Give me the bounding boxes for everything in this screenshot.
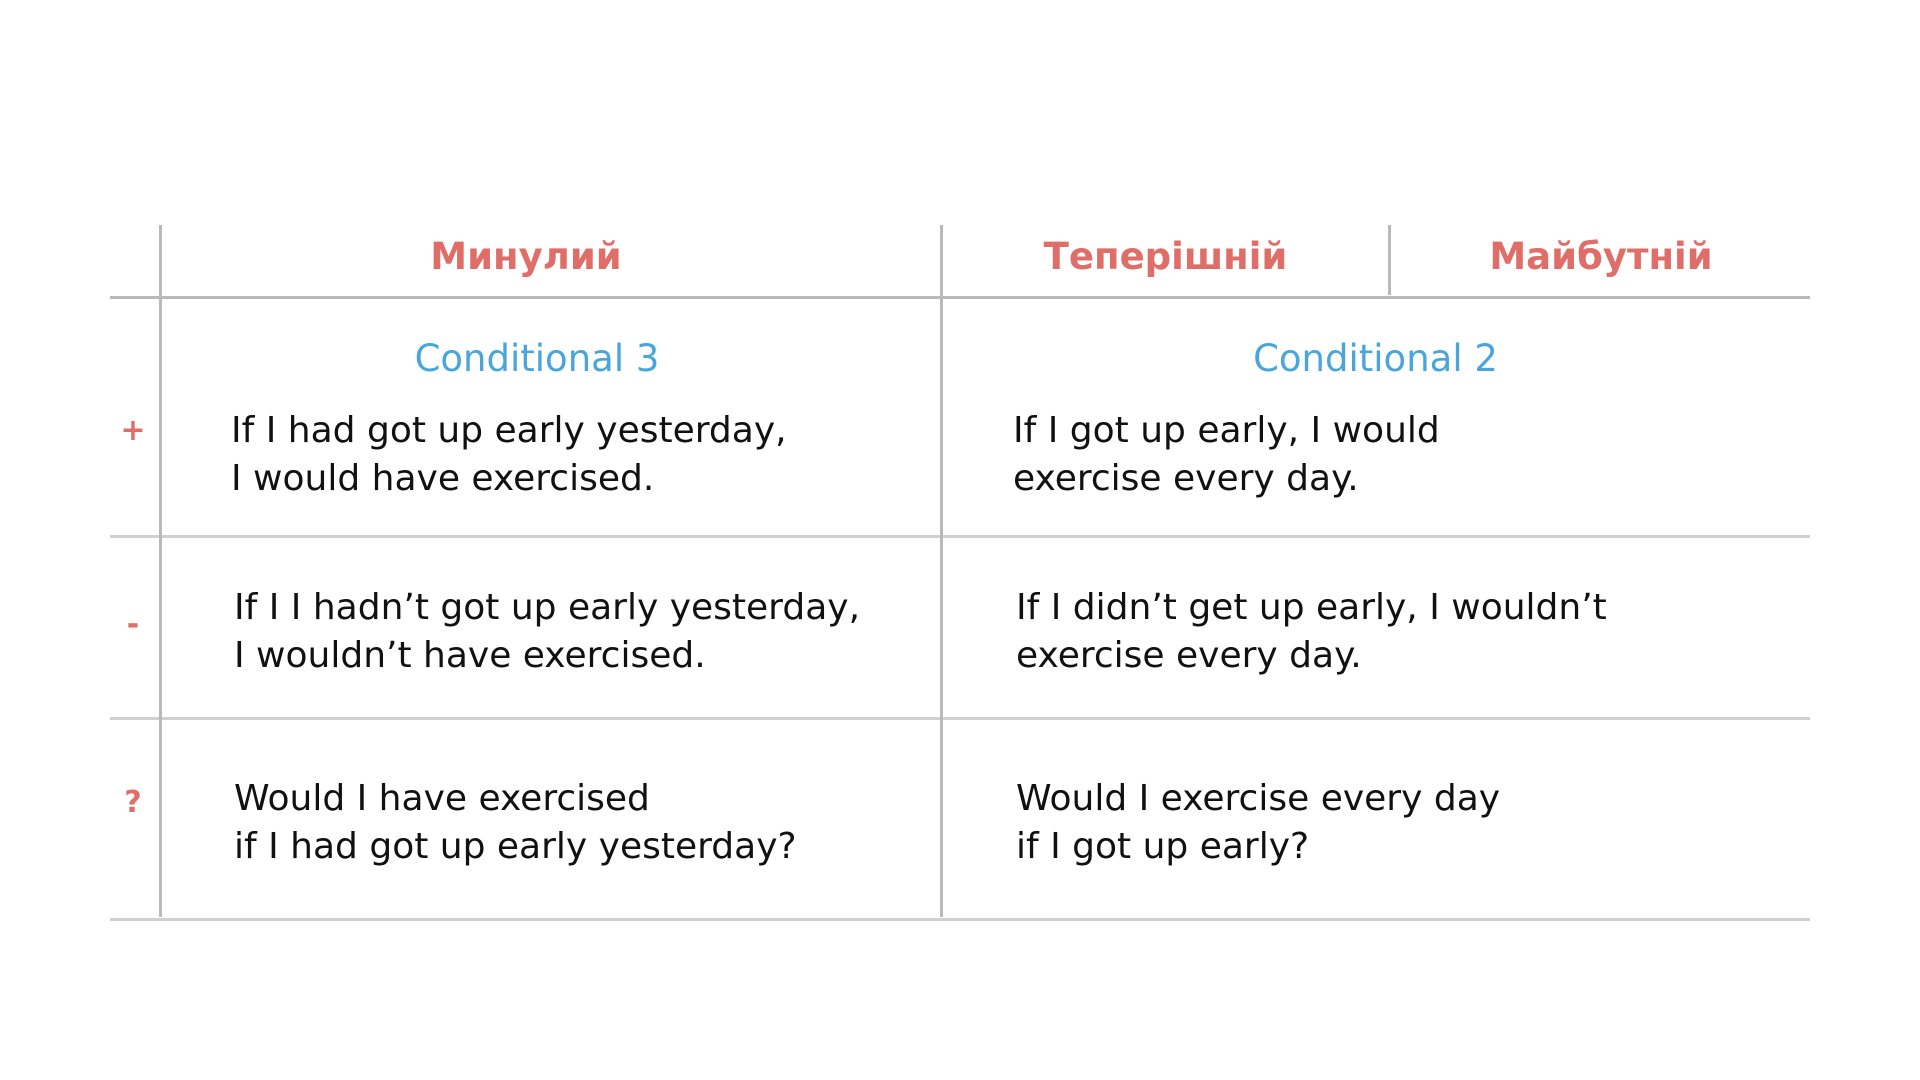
- present-positive-sentence: [1013, 407, 1440, 503]
- conditional-2-title: Conditional 2: [1253, 337, 1498, 380]
- header-past: Минулий: [430, 235, 622, 278]
- sentence-line: If I didn’t get up early, I wouldn’t: [1016, 587, 1607, 628]
- row-divider-2: [110, 717, 1810, 720]
- header-future: Майбутній: [1489, 235, 1713, 278]
- sentence-line: If I got up early, I would: [1013, 410, 1440, 451]
- table-bottom-line: [110, 918, 1810, 921]
- sentence-line: If I had got up early yesterday,: [231, 410, 787, 451]
- past-positive-sentence: [231, 407, 787, 503]
- present-negative-sentence: [1016, 584, 1607, 680]
- header-divider: [110, 296, 1810, 299]
- negative-symbol: -: [126, 607, 140, 642]
- sentence-line: if I got up early?: [1016, 826, 1310, 867]
- sentence-line: Would I exercise every day: [1016, 778, 1501, 819]
- row-divider-1: [110, 535, 1810, 538]
- question-symbol: ?: [124, 785, 142, 820]
- past-question-sentence: [234, 775, 797, 871]
- sentence-line: If I I hadn’t got up early yesterday,: [234, 587, 861, 628]
- sentence-line: if I had got up early yesterday?: [234, 826, 797, 867]
- past-negative-sentence: [234, 584, 860, 680]
- positive-symbol: +: [120, 413, 146, 448]
- header-present: Теперішній: [1043, 235, 1288, 278]
- sentence-line: exercise every day.: [1013, 458, 1359, 499]
- sentence-line: exercise every day.: [1016, 635, 1362, 676]
- present-question-sentence: [1016, 775, 1500, 871]
- sentence-line: I would have exercised.: [231, 458, 655, 499]
- center-column-divider: [940, 225, 943, 917]
- sentence-line: Would I have exercised: [234, 778, 650, 819]
- sentence-line: I wouldn’t have exercised.: [234, 635, 706, 676]
- conditional-3-title: Conditional 3: [414, 337, 660, 380]
